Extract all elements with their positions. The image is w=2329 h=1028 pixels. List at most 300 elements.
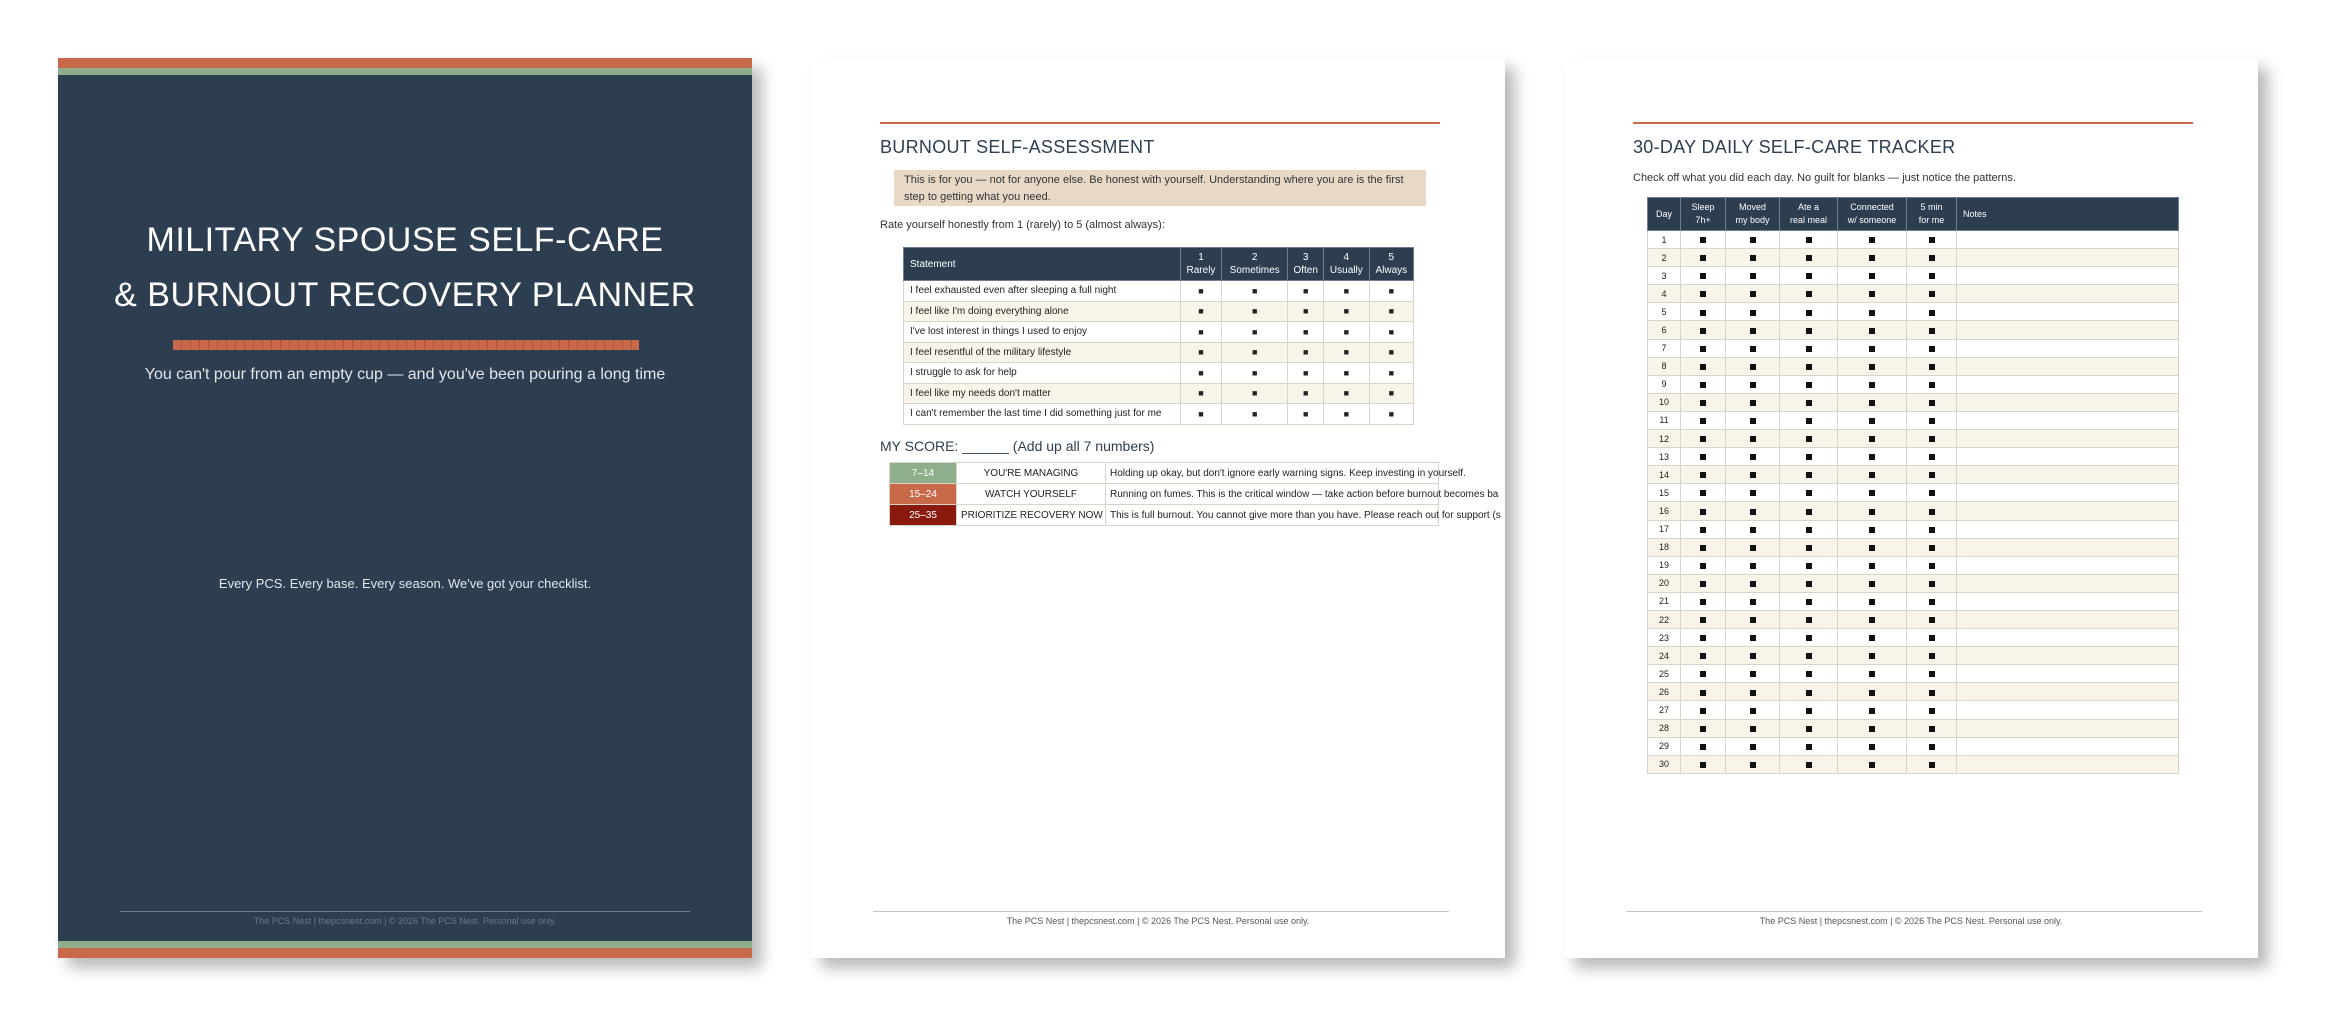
tracker-checkbox[interactable] bbox=[1726, 520, 1780, 538]
tracker-checkbox[interactable] bbox=[1838, 520, 1907, 538]
tracker-checkbox[interactable] bbox=[1780, 448, 1838, 466]
checkbox-icon bbox=[1806, 762, 1812, 768]
tracker-checkbox[interactable] bbox=[1780, 538, 1838, 556]
intro-callout: This is for you — not for anyone else. Be honest with yourself. Understanding where you are is the first step to getting what you need. bbox=[894, 170, 1426, 206]
checkbox-icon bbox=[1750, 490, 1756, 496]
tracker-checkbox[interactable] bbox=[1780, 285, 1838, 303]
checkbox-icon bbox=[1929, 545, 1935, 551]
rating-checkbox-1[interactable] bbox=[1181, 383, 1222, 404]
notes-cell[interactable] bbox=[1957, 556, 2179, 574]
tracker-checkbox[interactable] bbox=[1907, 755, 1957, 773]
tracker-checkbox[interactable] bbox=[1726, 231, 1780, 249]
rating-checkbox-3[interactable] bbox=[1288, 322, 1324, 343]
tracker-checkbox[interactable] bbox=[1780, 665, 1838, 683]
tracker-checkbox[interactable] bbox=[1780, 411, 1838, 429]
tracker-checkbox[interactable] bbox=[1726, 647, 1780, 665]
tracker-checkbox[interactable] bbox=[1681, 665, 1726, 683]
tracker-checkbox[interactable] bbox=[1907, 520, 1957, 538]
tracker-checkbox[interactable] bbox=[1838, 629, 1907, 647]
rating-checkbox-1[interactable] bbox=[1181, 363, 1222, 384]
tracker-checkbox[interactable] bbox=[1907, 393, 1957, 411]
checkbox-icon bbox=[1700, 563, 1706, 569]
notes-cell[interactable] bbox=[1957, 502, 2179, 520]
tracker-checkbox[interactable] bbox=[1681, 393, 1726, 411]
checkbox-icon bbox=[1700, 690, 1706, 696]
notes-cell[interactable] bbox=[1957, 466, 2179, 484]
tracker-checkbox[interactable] bbox=[1726, 719, 1780, 737]
tracker-checkbox[interactable] bbox=[1726, 701, 1780, 719]
rating-checkbox-5[interactable] bbox=[1369, 363, 1413, 384]
tracker-checkbox[interactable] bbox=[1907, 321, 1957, 339]
rating-checkbox-2[interactable] bbox=[1221, 301, 1287, 322]
tracker-checkbox[interactable] bbox=[1726, 737, 1780, 755]
tracker-checkbox[interactable] bbox=[1838, 375, 1907, 393]
tracker-checkbox[interactable] bbox=[1780, 556, 1838, 574]
tracker-checkbox[interactable] bbox=[1681, 466, 1726, 484]
cover-tagline: Every PCS. Every base. Every season. We've got your checklist. bbox=[218, 576, 592, 591]
rating-checkbox-3[interactable] bbox=[1288, 363, 1324, 384]
tracker-checkbox[interactable] bbox=[1907, 267, 1957, 285]
cover-divider-bar bbox=[173, 340, 639, 350]
statement-text: I've lost interest in things I used to enjoy bbox=[904, 322, 1181, 343]
rating-checkbox-3[interactable] bbox=[1288, 383, 1324, 404]
rating-checkbox-3[interactable] bbox=[1288, 404, 1324, 425]
rating-checkbox-3[interactable] bbox=[1288, 281, 1324, 302]
tracker-checkbox[interactable] bbox=[1780, 737, 1838, 755]
tracker-checkbox[interactable] bbox=[1681, 430, 1726, 448]
tracker-checkbox[interactable] bbox=[1907, 375, 1957, 393]
tracker-checkbox[interactable] bbox=[1726, 665, 1780, 683]
tracker-checkbox[interactable] bbox=[1780, 683, 1838, 701]
checkbox-icon: ■ bbox=[1302, 285, 1309, 296]
checkbox-icon: ■ bbox=[1198, 326, 1204, 337]
rating-checkbox-5[interactable] bbox=[1369, 322, 1413, 343]
notes-cell[interactable] bbox=[1957, 321, 2179, 339]
checkbox-icon bbox=[1806, 418, 1812, 424]
statement-text: I feel like I'm doing everything alone bbox=[904, 301, 1181, 322]
tracker-checkbox[interactable] bbox=[1726, 629, 1780, 647]
footer-rule bbox=[873, 911, 1449, 912]
assessment-row bbox=[904, 363, 1414, 384]
notes-cell[interactable] bbox=[1957, 629, 2179, 647]
tracker-checkbox[interactable] bbox=[1681, 502, 1726, 520]
tracker-checkbox[interactable] bbox=[1681, 484, 1726, 502]
tracker-checkbox[interactable] bbox=[1780, 231, 1838, 249]
rating-checkbox-1[interactable] bbox=[1181, 404, 1222, 425]
tracker-checkbox[interactable] bbox=[1838, 393, 1907, 411]
tracker-checkbox[interactable] bbox=[1681, 629, 1726, 647]
tracker-checkbox[interactable] bbox=[1726, 393, 1780, 411]
rating-checkbox-3[interactable] bbox=[1288, 301, 1324, 322]
tracker-checkbox[interactable] bbox=[1681, 520, 1726, 538]
tracker-checkbox[interactable] bbox=[1838, 430, 1907, 448]
rating-checkbox-2[interactable] bbox=[1221, 404, 1287, 425]
tracker-checkbox[interactable] bbox=[1726, 556, 1780, 574]
checkbox-icon bbox=[1750, 291, 1756, 297]
scale-header-4: 4 Usually bbox=[1324, 248, 1370, 281]
tracker-row bbox=[1648, 701, 2179, 719]
tracker-checkbox[interactable] bbox=[1907, 665, 1957, 683]
tracker-checkbox[interactable] bbox=[1780, 592, 1838, 610]
tracker-checkbox[interactable] bbox=[1907, 737, 1957, 755]
rating-checkbox-4[interactable] bbox=[1324, 383, 1370, 404]
tracker-checkbox[interactable] bbox=[1681, 357, 1726, 375]
notes-cell[interactable] bbox=[1957, 683, 2179, 701]
tracker-checkbox[interactable] bbox=[1681, 411, 1726, 429]
checkbox-icon bbox=[1806, 472, 1812, 478]
tracker-checkbox[interactable] bbox=[1907, 357, 1957, 375]
tracker-checkbox[interactable] bbox=[1838, 231, 1907, 249]
tracker-checkbox[interactable] bbox=[1907, 448, 1957, 466]
tracker-checkbox[interactable] bbox=[1681, 647, 1726, 665]
tracker-column-header: Moved my body bbox=[1726, 198, 1780, 231]
tracker-checkbox[interactable] bbox=[1838, 267, 1907, 285]
checkbox-icon bbox=[1929, 671, 1935, 677]
tracker-checkbox[interactable] bbox=[1780, 502, 1838, 520]
rating-checkbox-2[interactable] bbox=[1221, 322, 1287, 343]
tracker-checkbox[interactable] bbox=[1681, 321, 1726, 339]
notes-cell[interactable] bbox=[1957, 357, 2179, 375]
tracker-checkbox[interactable] bbox=[1780, 466, 1838, 484]
rating-checkbox-1[interactable] bbox=[1181, 322, 1222, 343]
notes-cell[interactable] bbox=[1957, 411, 2179, 429]
tracker-checkbox[interactable] bbox=[1907, 719, 1957, 737]
tracker-checkbox[interactable] bbox=[1726, 484, 1780, 502]
tracker-checkbox[interactable] bbox=[1838, 285, 1907, 303]
tracker-checkbox[interactable] bbox=[1780, 430, 1838, 448]
notes-cell[interactable] bbox=[1957, 448, 2179, 466]
notes-cell[interactable] bbox=[1957, 339, 2179, 357]
tracker-checkbox[interactable] bbox=[1907, 303, 1957, 321]
tracker-checkbox[interactable] bbox=[1780, 755, 1838, 773]
checkbox-icon: ■ bbox=[1343, 285, 1350, 296]
tracker-checkbox[interactable] bbox=[1681, 448, 1726, 466]
tracker-checkbox[interactable] bbox=[1681, 592, 1726, 610]
tracker-checkbox[interactable] bbox=[1838, 321, 1907, 339]
tracker-checkbox[interactable] bbox=[1780, 357, 1838, 375]
tracker-checkbox[interactable] bbox=[1838, 484, 1907, 502]
tracker-checkbox[interactable] bbox=[1780, 484, 1838, 502]
tracker-checkbox[interactable] bbox=[1780, 574, 1838, 592]
assessment-row bbox=[904, 342, 1414, 363]
page-title: 30-DAY DAILY SELF-CARE TRACKER bbox=[1633, 137, 1956, 157]
checkbox-icon bbox=[1806, 237, 1812, 243]
checkbox-icon bbox=[1700, 617, 1706, 623]
checkbox-icon bbox=[1700, 581, 1706, 587]
cover-footer-rule bbox=[120, 911, 690, 912]
score-range: 15–24 bbox=[890, 484, 957, 505]
tracker-header-row bbox=[1648, 198, 2179, 231]
tracker-checkbox[interactable] bbox=[1726, 357, 1780, 375]
rating-checkbox-4[interactable] bbox=[1324, 281, 1370, 302]
checkbox-icon: ■ bbox=[1343, 367, 1350, 378]
checkbox-icon bbox=[1700, 436, 1706, 442]
top-terracotta-stripe bbox=[58, 58, 752, 68]
tracker-checkbox[interactable] bbox=[1681, 610, 1726, 628]
tracker-checkbox[interactable] bbox=[1726, 574, 1780, 592]
rating-checkbox-4[interactable] bbox=[1324, 342, 1370, 363]
tracker-checkbox[interactable] bbox=[1780, 610, 1838, 628]
checkbox-icon bbox=[1750, 726, 1756, 732]
notes-cell[interactable] bbox=[1957, 574, 2179, 592]
tracker-checkbox[interactable] bbox=[1907, 556, 1957, 574]
cover-title bbox=[58, 213, 752, 323]
tracker-checkbox[interactable] bbox=[1726, 375, 1780, 393]
checkbox-icon: ■ bbox=[1251, 367, 1258, 378]
tracker-checkbox[interactable] bbox=[1838, 339, 1907, 357]
tracker-checkbox[interactable] bbox=[1838, 538, 1907, 556]
tracker-checkbox[interactable] bbox=[1907, 411, 1957, 429]
checkbox-icon bbox=[1929, 310, 1935, 316]
cover-title-line-1: MILITARY SPOUSE SELF-CARE bbox=[146, 221, 664, 259]
checkbox-icon bbox=[1929, 690, 1935, 696]
tracker-checkbox[interactable] bbox=[1681, 556, 1726, 574]
checkbox-icon bbox=[1869, 617, 1875, 623]
tracker-row bbox=[1648, 285, 2179, 303]
tracker-checkbox[interactable] bbox=[1726, 538, 1780, 556]
checkbox-icon bbox=[1750, 744, 1756, 750]
rating-checkbox-4[interactable] bbox=[1324, 363, 1370, 384]
checkbox-icon bbox=[1929, 726, 1935, 732]
tracker-checkbox[interactable] bbox=[1726, 321, 1780, 339]
tracker-row bbox=[1648, 357, 2179, 375]
checkbox-icon: ■ bbox=[1198, 367, 1204, 378]
rating-checkbox-2[interactable] bbox=[1221, 383, 1287, 404]
notes-cell[interactable] bbox=[1957, 755, 2179, 773]
tracker-checkbox[interactable] bbox=[1780, 719, 1838, 737]
notes-cell[interactable] bbox=[1957, 249, 2179, 267]
tracker-checkbox[interactable] bbox=[1907, 231, 1957, 249]
checkbox-icon bbox=[1869, 291, 1875, 297]
tracker-checkbox[interactable] bbox=[1681, 267, 1726, 285]
tracker-checkbox[interactable] bbox=[1907, 610, 1957, 628]
tracker-row bbox=[1648, 737, 2179, 755]
notes-cell[interactable] bbox=[1957, 375, 2179, 393]
tracker-checkbox[interactable] bbox=[1681, 303, 1726, 321]
checkbox-icon bbox=[1806, 653, 1812, 659]
tracker-checkbox[interactable] bbox=[1907, 647, 1957, 665]
tracker-checkbox[interactable] bbox=[1726, 267, 1780, 285]
notes-cell[interactable] bbox=[1957, 484, 2179, 502]
tracker-checkbox[interactable] bbox=[1838, 303, 1907, 321]
tracker-checkbox[interactable] bbox=[1780, 375, 1838, 393]
rating-checkbox-1[interactable] bbox=[1181, 342, 1222, 363]
tracker-checkbox[interactable] bbox=[1681, 538, 1726, 556]
tracker-row bbox=[1648, 303, 2179, 321]
tracker-row bbox=[1648, 520, 2179, 538]
tracker-checkbox[interactable] bbox=[1838, 249, 1907, 267]
notes-cell[interactable] bbox=[1957, 647, 2179, 665]
checkbox-icon: ■ bbox=[1251, 306, 1258, 317]
checkbox-icon bbox=[1869, 364, 1875, 370]
tracker-checkbox[interactable] bbox=[1681, 683, 1726, 701]
rating-checkbox-5[interactable] bbox=[1369, 301, 1413, 322]
notes-cell[interactable] bbox=[1957, 610, 2179, 628]
tracker-checkbox[interactable] bbox=[1726, 339, 1780, 357]
tracker-checkbox[interactable] bbox=[1838, 737, 1907, 755]
checkbox-icon bbox=[1869, 527, 1875, 533]
tracker-checkbox[interactable] bbox=[1681, 339, 1726, 357]
tracker-row bbox=[1648, 574, 2179, 592]
tracker-checkbox[interactable] bbox=[1780, 393, 1838, 411]
checkbox-icon bbox=[1929, 400, 1935, 406]
checkbox-icon bbox=[1869, 328, 1875, 334]
tracker-checkbox[interactable] bbox=[1726, 502, 1780, 520]
tracker-checkbox[interactable] bbox=[1726, 448, 1780, 466]
tracker-checkbox[interactable] bbox=[1838, 502, 1907, 520]
statement-text: I feel exhausted even after sleeping a full night bbox=[904, 281, 1181, 302]
checkbox-icon bbox=[1929, 382, 1935, 388]
tracker-checkbox[interactable] bbox=[1780, 701, 1838, 719]
tracker-checkbox[interactable] bbox=[1838, 411, 1907, 429]
tracker-checkbox[interactable] bbox=[1681, 285, 1726, 303]
rating-checkbox-5[interactable] bbox=[1369, 281, 1413, 302]
checkbox-icon bbox=[1929, 346, 1935, 352]
notes-cell[interactable] bbox=[1957, 393, 2179, 411]
tracker-checkbox[interactable] bbox=[1838, 466, 1907, 484]
day-number: 5 bbox=[1648, 303, 1681, 321]
rating-checkbox-2[interactable] bbox=[1221, 342, 1287, 363]
tracker-checkbox[interactable] bbox=[1726, 610, 1780, 628]
tracker-checkbox[interactable] bbox=[1780, 520, 1838, 538]
notes-cell[interactable] bbox=[1957, 285, 2179, 303]
rating-checkbox-3[interactable] bbox=[1288, 342, 1324, 363]
tracker-checkbox[interactable] bbox=[1907, 538, 1957, 556]
checkbox-icon bbox=[1750, 310, 1756, 316]
tracker-checkbox[interactable] bbox=[1907, 629, 1957, 647]
rating-checkbox-1[interactable] bbox=[1181, 301, 1222, 322]
tracker-checkbox[interactable] bbox=[1838, 592, 1907, 610]
tracker-checkbox[interactable] bbox=[1907, 701, 1957, 719]
notes-cell[interactable] bbox=[1957, 267, 2179, 285]
tracker-checkbox[interactable] bbox=[1726, 303, 1780, 321]
tracker-checkbox[interactable] bbox=[1838, 610, 1907, 628]
assessment-row bbox=[904, 383, 1414, 404]
tracker-checkbox[interactable] bbox=[1726, 592, 1780, 610]
tracker-checkbox[interactable] bbox=[1907, 484, 1957, 502]
tracker-checkbox[interactable] bbox=[1838, 755, 1907, 773]
tracker-checkbox[interactable] bbox=[1681, 574, 1726, 592]
tracker-checkbox[interactable] bbox=[1726, 430, 1780, 448]
checkbox-icon bbox=[1929, 762, 1935, 768]
notes-cell[interactable] bbox=[1957, 592, 2179, 610]
tracker-checkbox[interactable] bbox=[1838, 683, 1907, 701]
tracker-checkbox[interactable] bbox=[1780, 249, 1838, 267]
checkbox-icon bbox=[1750, 382, 1756, 388]
tracker-checkbox[interactable] bbox=[1726, 249, 1780, 267]
rating-checkbox-1[interactable] bbox=[1181, 281, 1222, 302]
notes-cell[interactable] bbox=[1957, 701, 2179, 719]
rating-checkbox-5[interactable] bbox=[1369, 342, 1413, 363]
tracker-checkbox[interactable] bbox=[1681, 375, 1726, 393]
notes-cell[interactable] bbox=[1957, 231, 2179, 249]
checkbox-icon bbox=[1700, 527, 1706, 533]
notes-cell[interactable] bbox=[1957, 430, 2179, 448]
tracker-checkbox[interactable] bbox=[1907, 430, 1957, 448]
checkbox-icon bbox=[1750, 364, 1756, 370]
checkbox-icon: ■ bbox=[1302, 347, 1309, 358]
tracker-checkbox[interactable] bbox=[1838, 448, 1907, 466]
checkbox-icon bbox=[1750, 653, 1756, 659]
rating-checkbox-2[interactable] bbox=[1221, 281, 1287, 302]
checkbox-icon bbox=[1869, 635, 1875, 641]
checkbox-icon bbox=[1929, 599, 1935, 605]
tracker-checkbox[interactable] bbox=[1681, 231, 1726, 249]
checkbox-icon bbox=[1869, 418, 1875, 424]
tracker-checkbox[interactable] bbox=[1838, 357, 1907, 375]
cover-page bbox=[58, 58, 752, 958]
tracker-checkbox[interactable] bbox=[1780, 339, 1838, 357]
tracker-checkbox[interactable] bbox=[1681, 249, 1726, 267]
tracker-checkbox[interactable] bbox=[1780, 303, 1838, 321]
checkbox-icon bbox=[1869, 346, 1875, 352]
tracker-checkbox[interactable] bbox=[1838, 719, 1907, 737]
notes-cell[interactable] bbox=[1957, 737, 2179, 755]
tracker-checkbox[interactable] bbox=[1780, 629, 1838, 647]
tracker-checkbox[interactable] bbox=[1838, 556, 1907, 574]
tracker-checkbox[interactable] bbox=[1726, 466, 1780, 484]
tracker-checkbox[interactable] bbox=[1907, 466, 1957, 484]
tracker-checkbox[interactable] bbox=[1681, 737, 1726, 755]
tracker-checkbox[interactable] bbox=[1838, 701, 1907, 719]
checkbox-icon: ■ bbox=[1343, 388, 1350, 399]
tracker-checkbox[interactable] bbox=[1681, 755, 1726, 773]
tracker-checkbox[interactable] bbox=[1726, 411, 1780, 429]
tracker-checkbox[interactable] bbox=[1780, 647, 1838, 665]
tracker-checkbox[interactable] bbox=[1907, 339, 1957, 357]
tracker-checkbox[interactable] bbox=[1838, 665, 1907, 683]
tracker-checkbox[interactable] bbox=[1681, 719, 1726, 737]
tracker-checkbox[interactable] bbox=[1780, 267, 1838, 285]
rating-checkbox-4[interactable] bbox=[1324, 404, 1370, 425]
notes-cell[interactable] bbox=[1957, 665, 2179, 683]
tracker-checkbox[interactable] bbox=[1780, 321, 1838, 339]
tracker-row bbox=[1648, 629, 2179, 647]
tracker-checkbox[interactable] bbox=[1907, 683, 1957, 701]
checkbox-icon bbox=[1806, 527, 1812, 533]
bottom-sage-stripe bbox=[58, 941, 752, 948]
tracker-checkbox[interactable] bbox=[1907, 592, 1957, 610]
tracker-checkbox[interactable] bbox=[1726, 683, 1780, 701]
rating-checkbox-4[interactable] bbox=[1324, 301, 1370, 322]
notes-cell[interactable] bbox=[1957, 520, 2179, 538]
tracker-checkbox[interactable] bbox=[1907, 574, 1957, 592]
tracker-checkbox[interactable] bbox=[1726, 755, 1780, 773]
checkbox-icon bbox=[1750, 545, 1756, 551]
notes-cell[interactable] bbox=[1957, 303, 2179, 321]
rating-checkbox-5[interactable] bbox=[1369, 404, 1413, 425]
checkbox-icon bbox=[1750, 762, 1756, 768]
rating-checkbox-4[interactable] bbox=[1324, 322, 1370, 343]
tracker-checkbox[interactable] bbox=[1726, 285, 1780, 303]
notes-cell[interactable] bbox=[1957, 538, 2179, 556]
score-description: This is full burnout. You cannot give more than you have. Please reach out for support (s bbox=[1106, 505, 1439, 526]
statement-column-header: Statement bbox=[904, 248, 1181, 281]
notes-cell[interactable] bbox=[1957, 719, 2179, 737]
tracker-checkbox[interactable] bbox=[1907, 249, 1957, 267]
tracker-checkbox[interactable] bbox=[1907, 285, 1957, 303]
checkbox-icon bbox=[1869, 436, 1875, 442]
tracker-checkbox[interactable] bbox=[1838, 574, 1907, 592]
day-number: 13 bbox=[1648, 448, 1681, 466]
tracker-checkbox[interactable] bbox=[1907, 502, 1957, 520]
rating-checkbox-5[interactable] bbox=[1369, 383, 1413, 404]
rating-checkbox-2[interactable] bbox=[1221, 363, 1287, 384]
tracker-checkbox[interactable] bbox=[1681, 701, 1726, 719]
tracker-checkbox[interactable] bbox=[1838, 647, 1907, 665]
checkbox-icon bbox=[1929, 635, 1935, 641]
checkbox-icon bbox=[1750, 273, 1756, 279]
